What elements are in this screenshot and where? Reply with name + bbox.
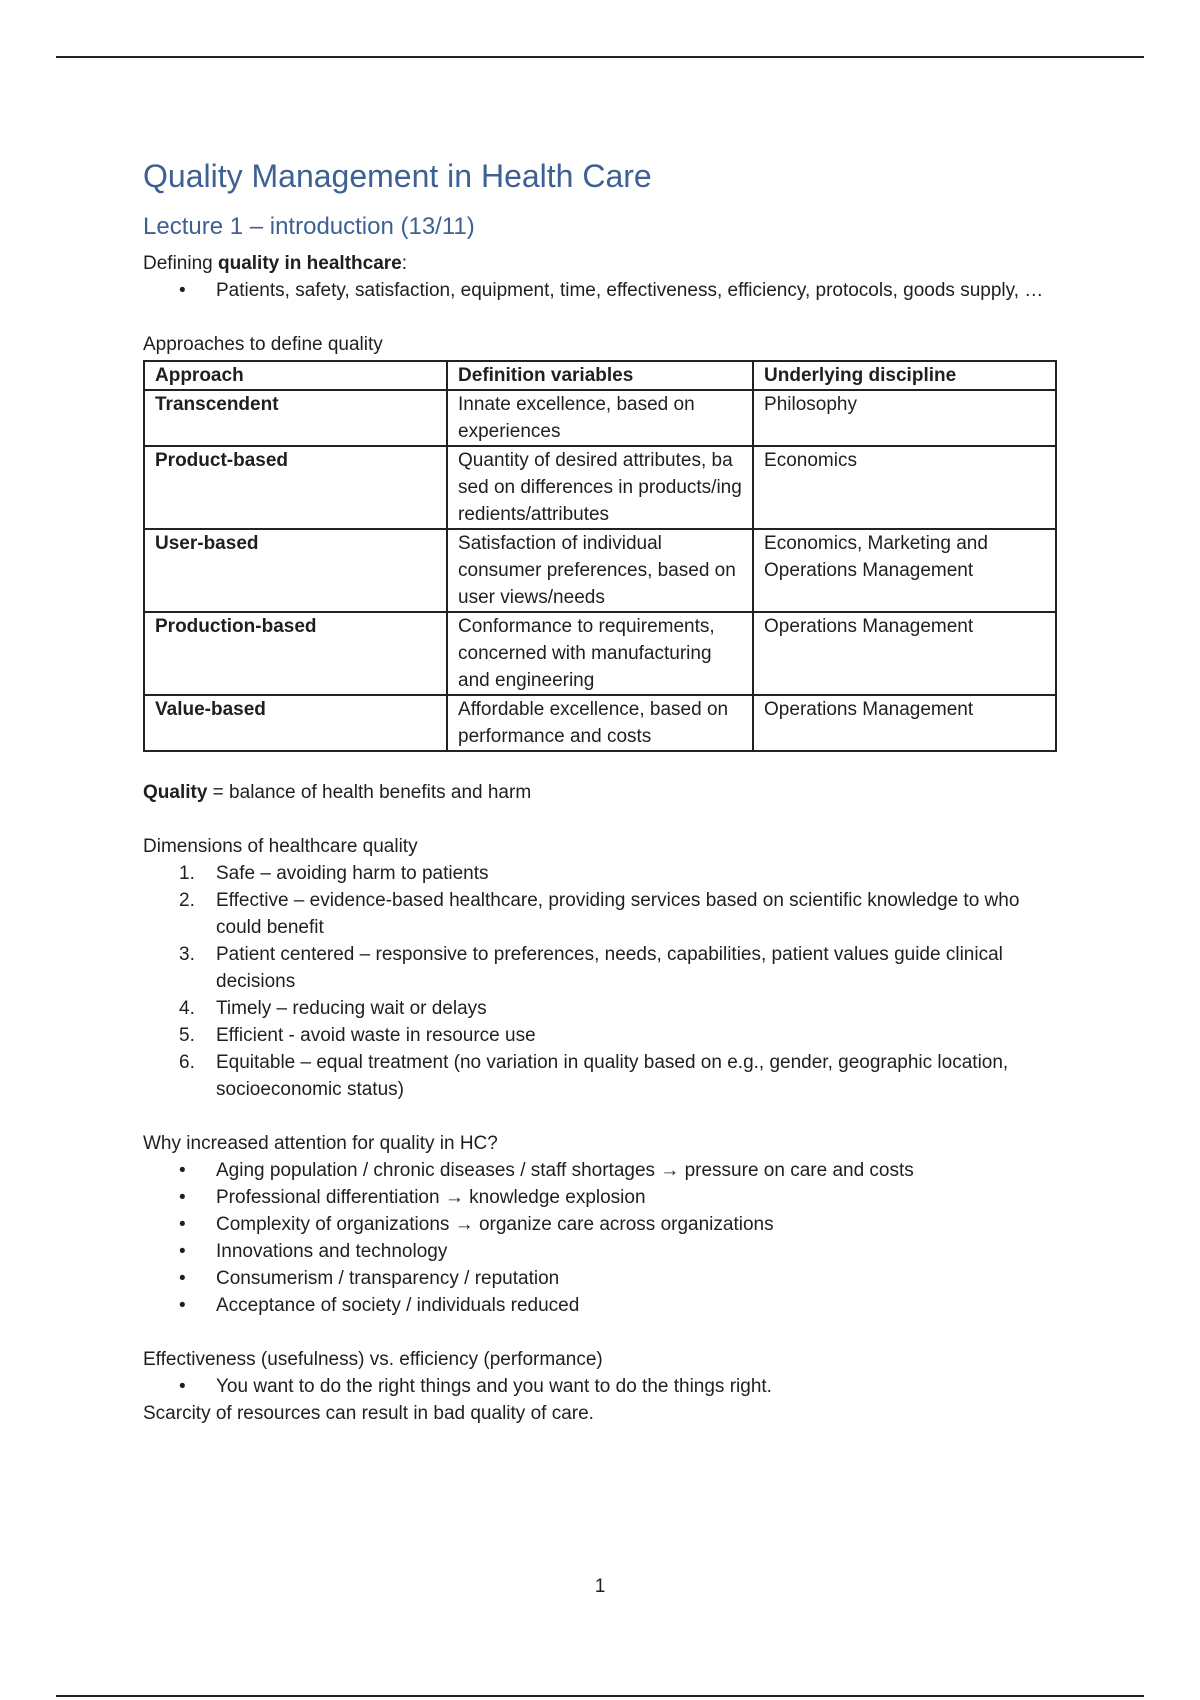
dimensions-heading: Dimensions of healthcare quality	[143, 836, 418, 857]
page-number: 1	[594, 1576, 606, 1597]
table-cell: Value-based	[144, 695, 447, 751]
effectiveness-heading: Effectiveness (usefulness) vs. efficiency (performance)	[143, 1349, 603, 1370]
dimensions-list	[143, 860, 1060, 1103]
list-item: • Patients, safety, satisfaction, equipment, time, effectiveness, efficiency, protocols, goods supply, …	[143, 277, 1060, 304]
table-cell: Operations Management	[753, 612, 1056, 695]
list-item-text: Safe – avoiding harm to patients	[216, 863, 489, 884]
table-row	[144, 612, 1056, 695]
defining-prefix: Defining	[143, 253, 218, 274]
table-caption: Approaches to define quality	[143, 334, 383, 355]
table-cell: Satisfaction of individual consumer preferences, based on user views/needs	[447, 529, 753, 612]
document-body	[143, 152, 1060, 1427]
table-cell: Transcendent	[144, 390, 447, 446]
defining-quality-line	[143, 250, 1060, 277]
table-row	[144, 446, 1056, 529]
table-row	[144, 695, 1056, 751]
table-cell: Quantity of desired attributes, based on differences in products/ingredients/attributes	[447, 446, 753, 529]
lecture-heading: Lecture 1 – introduction (13/11)	[143, 213, 475, 240]
quality-term: Quality	[143, 782, 208, 803]
defining-bold: quality in healthcare	[218, 253, 402, 274]
list-item: 1. Safe – avoiding harm to patients	[179, 863, 489, 884]
list-item-text: Timely – reducing wait or delays	[216, 998, 487, 1019]
quality-definition-text: = balance of health benefits and harm	[207, 782, 532, 803]
table-cell: Operations Management	[753, 695, 1056, 751]
list-item: • Innovations and technology	[143, 1238, 1060, 1265]
list-item-text: Equitable – equal treatment (no variation in quality based on e.g., gender, geographic location, socioeconomic status)	[216, 1052, 1009, 1100]
table-cell: User-based	[144, 529, 447, 612]
list-item: • Consumerism / transparency / reputation	[143, 1265, 1060, 1292]
effectiveness-list	[143, 1373, 1060, 1400]
table-cell: Product-based	[144, 446, 447, 529]
list-item: 3. Patient centered – responsive to preferences, needs, capabilities, patient values guide clinical decisions	[179, 944, 1003, 992]
table-header-row	[144, 361, 1056, 390]
list-item: 4. Timely – reducing wait or delays	[179, 998, 487, 1019]
table-cell: Economics, Marketing and Operations Management	[753, 529, 1056, 612]
header-rule	[56, 56, 1144, 58]
table-cell: Affordable excellence, based on performance and costs	[447, 695, 753, 751]
list-item: 6. Equitable – equal treatment (no variation in quality based on e.g., gender, geographic location, socioeconomic status)	[179, 1052, 1009, 1100]
attention-list	[143, 1157, 1060, 1319]
column-header-definition: Definition variables	[447, 361, 753, 390]
defining-bullets	[143, 277, 1060, 304]
list-item: • Complexity of organizations → organize care across organizations	[143, 1211, 1060, 1238]
column-header-discipline: Underlying discipline	[753, 361, 1056, 390]
list-item-text: Patient centered – responsive to preferences, needs, capabilities, patient values guide clinical decisions	[216, 944, 1003, 992]
list-item-text: Effective – evidence-based healthcare, providing services based on scientific knowledge to who could benefit	[216, 890, 1020, 938]
table-row	[144, 529, 1056, 612]
list-item: 5. Efficient - avoid waste in resource use	[179, 1025, 536, 1046]
footer-rule	[56, 1695, 1144, 1697]
list-item-text: Efficient - avoid waste in resource use	[216, 1025, 536, 1046]
list-item: • You want to do the right things and you want to do the things right.	[143, 1373, 1060, 1400]
table-cell: Economics	[753, 446, 1056, 529]
table-cell: Production-based	[144, 612, 447, 695]
list-item: • Professional differentiation → knowledge explosion	[143, 1184, 1060, 1211]
attention-heading: Why increased attention for quality in HC?	[143, 1133, 498, 1154]
quality-definition	[143, 779, 1060, 806]
list-item: • Acceptance of society / individuals reduced	[143, 1292, 1060, 1319]
document-title: Quality Management in Health Care	[143, 158, 652, 194]
list-item: 2. Effective – evidence-based healthcare, providing services based on scientific knowledge to who could benefit	[179, 890, 1020, 938]
defining-suffix: :	[401, 253, 408, 274]
list-item: • Aging population / chronic diseases / staff shortages → pressure on care and costs	[143, 1157, 1060, 1184]
table-cell: Conformance to requirements, concerned with manufacturing and engineering	[447, 612, 753, 695]
table-cell: Philosophy	[753, 390, 1056, 446]
table-cell: Innate excellence, based on experiences	[447, 390, 753, 446]
column-header-approach: Approach	[144, 361, 447, 390]
table-row	[144, 390, 1056, 446]
scarcity-statement: Scarcity of resources can result in bad quality of care.	[143, 1403, 594, 1424]
approaches-table	[143, 360, 1057, 752]
